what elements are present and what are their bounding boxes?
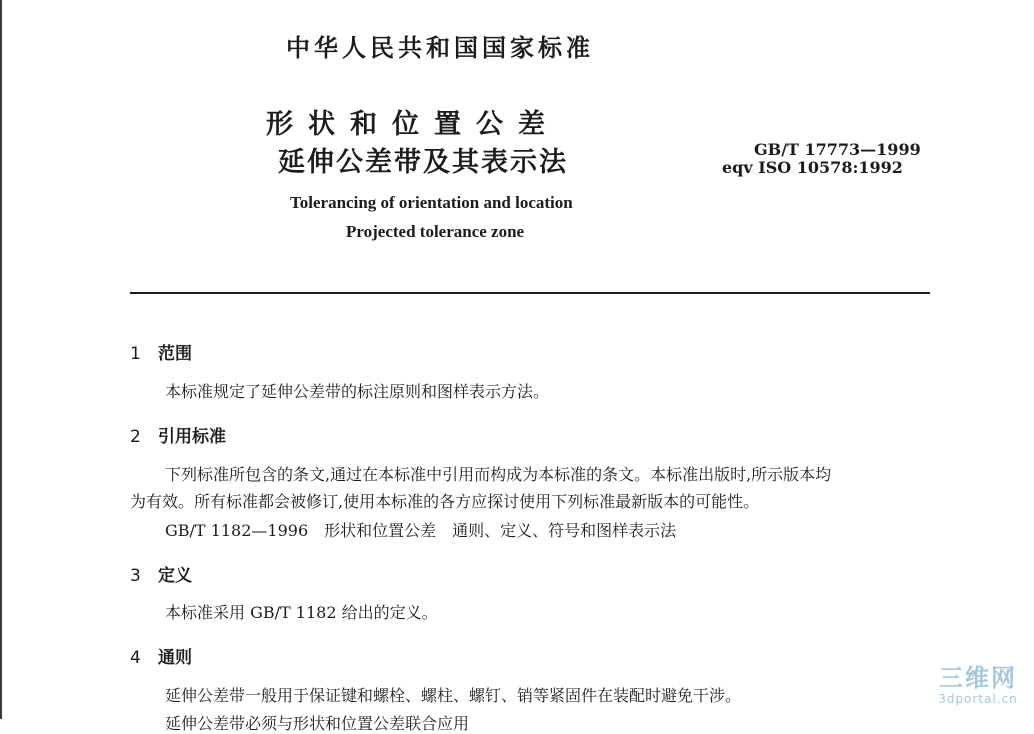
section-title: 引用标准: [158, 427, 226, 447]
chinese-title-line1: 形状和位置公差: [266, 109, 560, 140]
national-standard-title: 中华人民共和国国家标准: [286, 34, 594, 62]
watermark-text: 三维网: [939, 664, 1017, 692]
section-heading-normative-references: [130, 422, 226, 447]
section-title: 范围: [158, 344, 192, 364]
reference-entry: GB/T 1182—1996 形状和位置公差 通则、定义、符号和图样表示法: [165, 521, 677, 540]
watermark-url: 3dportal.cn: [938, 692, 1018, 706]
equivalent-standard: eqv ISO 10578:1992: [722, 158, 903, 177]
section-heading-definitions: [130, 561, 192, 586]
section-number: 4: [130, 648, 141, 668]
watermark-logo: [930, 664, 1026, 706]
paragraph: 为有效。所有标准都会被修订,使用本标准的各方应探讨使用下列标准最新版本的可能性。: [130, 492, 760, 511]
chinese-title-line2: 延伸公差带及其表示法: [278, 147, 568, 178]
section-number: 1: [130, 344, 141, 364]
paragraph: 延伸公差带一般用于保证键和螺栓、螺柱、螺钉、销等紧固件在装配时避免干涉。: [165, 686, 742, 705]
section-number: 3: [130, 566, 141, 586]
paragraph-cut-off: 延伸公差带必须与形状和位置公差联合应用: [165, 714, 470, 733]
section-title: 通则: [158, 648, 192, 668]
title-divider: [130, 292, 930, 294]
paragraph: 本标准采用 GB/T 1182 给出的定义。: [165, 603, 438, 622]
standard-number: GB/T 17773—1999: [754, 140, 921, 159]
english-title-line1: Tolerancing of orientation and location: [290, 193, 573, 212]
page-left-border: [0, 0, 2, 719]
paragraph: 本标准规定了延伸公差带的标注原则和图样表示方法。: [165, 382, 550, 401]
section-title: 定义: [158, 566, 192, 586]
paragraph: 下列标准所包含的条文,通过在本标准中引用而构成为本标准的条文。本标准出版时,所示版本均: [165, 465, 832, 484]
english-title-line2: Projected tolerance zone: [346, 222, 525, 241]
section-heading-general: [130, 643, 192, 668]
section-heading-scope: [130, 339, 192, 364]
section-number: 2: [130, 427, 141, 447]
